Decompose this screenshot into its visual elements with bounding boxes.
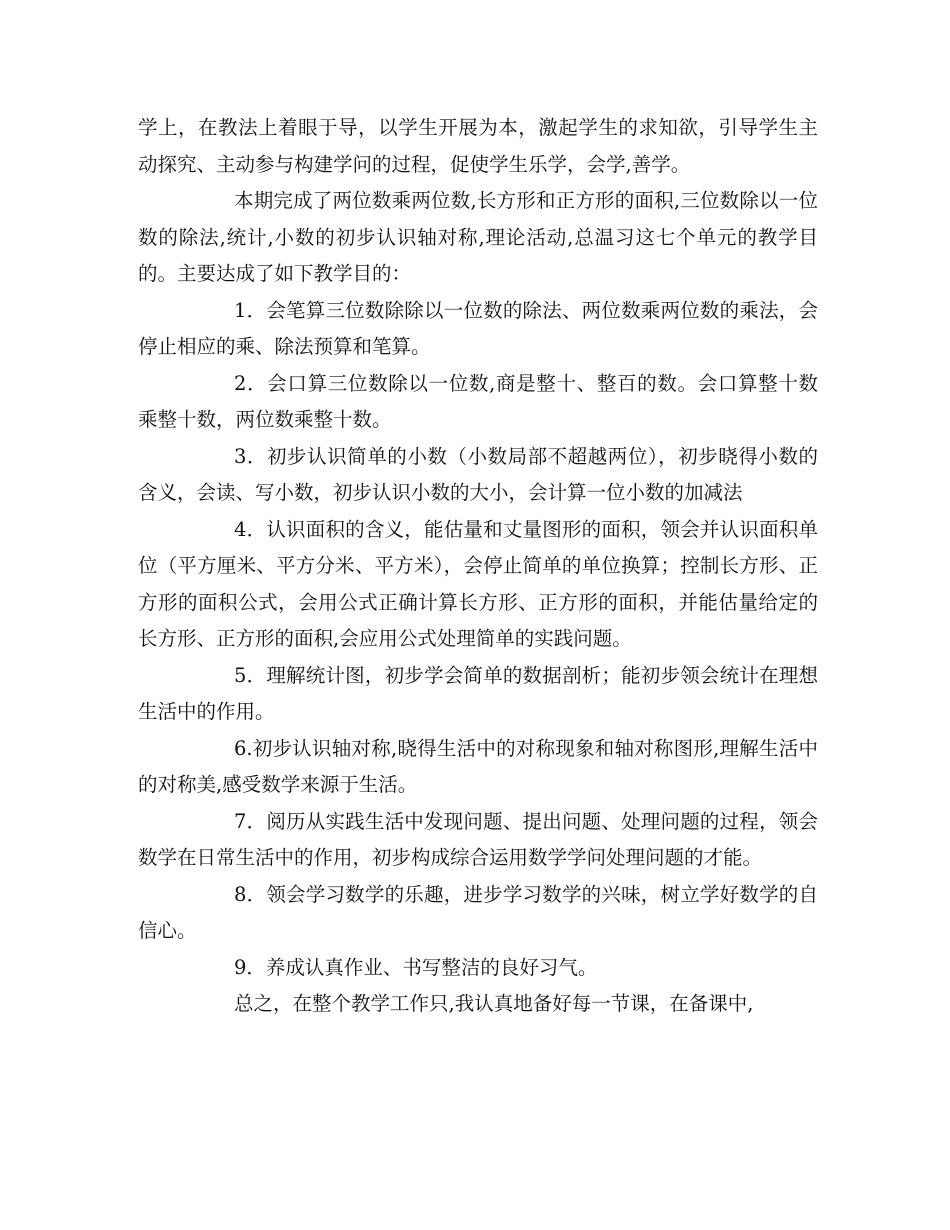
paragraph-goal-4: 4．认识面积的含义，能估量和丈量图形的面积，领会并认识面积单位（平方厘米、平方分米、平方米），会停止简单的单位换算；控制长方形、正方形的面积公式，会用公式正确计算长方形、正方形的面积，并能估量给定的长方形、正方形的面积,会应用公式处理简单的实践问题。 <box>138 517 818 650</box>
paragraph-goal-8: 8．领会学习数学的乐趣，进步学习数学的兴味，树立学好数学的自信心。 <box>138 882 818 942</box>
paragraph-goal-1: 1．会笔算三位数除除以一位数的除法、两位数乘两位数的乘法，会停止相应的乘、除法预算和笔算。 <box>138 298 818 358</box>
paragraph-goal-5: 5．理解统计图，初步学会简单的数据剖析；能初步领会统计在理想生活中的作用。 <box>138 663 818 723</box>
paragraph-goal-6: 6.初步认识轴对称,晓得生活中的对称现象和轴对称图形,理解生活中的对称美,感受数学来源于生活。 <box>138 736 818 796</box>
paragraph-goal-9: 9．养成认真作业、书写整洁的良好习气。 <box>234 955 598 979</box>
paragraph-goal-3: 3．初步认识简单的小数（小数局部不超越两位），初步晓得小数的含义，会读、写小数，初步认识小数的大小，会计算一位小数的加减法 <box>138 444 818 504</box>
paragraph-continuation: 学上，在教法上着眼于导，以学生开展为本，激起学生的求知欲，引导学生主动探究、主动参与构建学问的过程，促使学生乐学，会学,善学。 <box>138 116 818 176</box>
paragraph-summary-intro: 本期完成了两位数乘两位数,长方形和正方形的面积,三位数除以一位数的除法,统计,小数的初步认识轴对称,理论活动,总温习这七个单元的教学目的。主要达成了如下教学目的： <box>138 189 818 285</box>
paragraph-goal-2: 2．会口算三位数除以一位数,商是整十、整百的数。会口算整十数乘整十数，两位数乘整十数。 <box>138 371 818 431</box>
document-body <box>138 110 818 1023</box>
paragraph-conclusion: 总之，在整个教学工作只,我认真地备好每一节课，在备课中, <box>234 992 754 1015</box>
paragraph-goal-7: 7．阅历从实践生活中发现问题、提出问题、处理问题的过程，领会数学在日常生活中的作用，初步构成综合运用数学学问处理问题的才能。 <box>138 809 818 869</box>
